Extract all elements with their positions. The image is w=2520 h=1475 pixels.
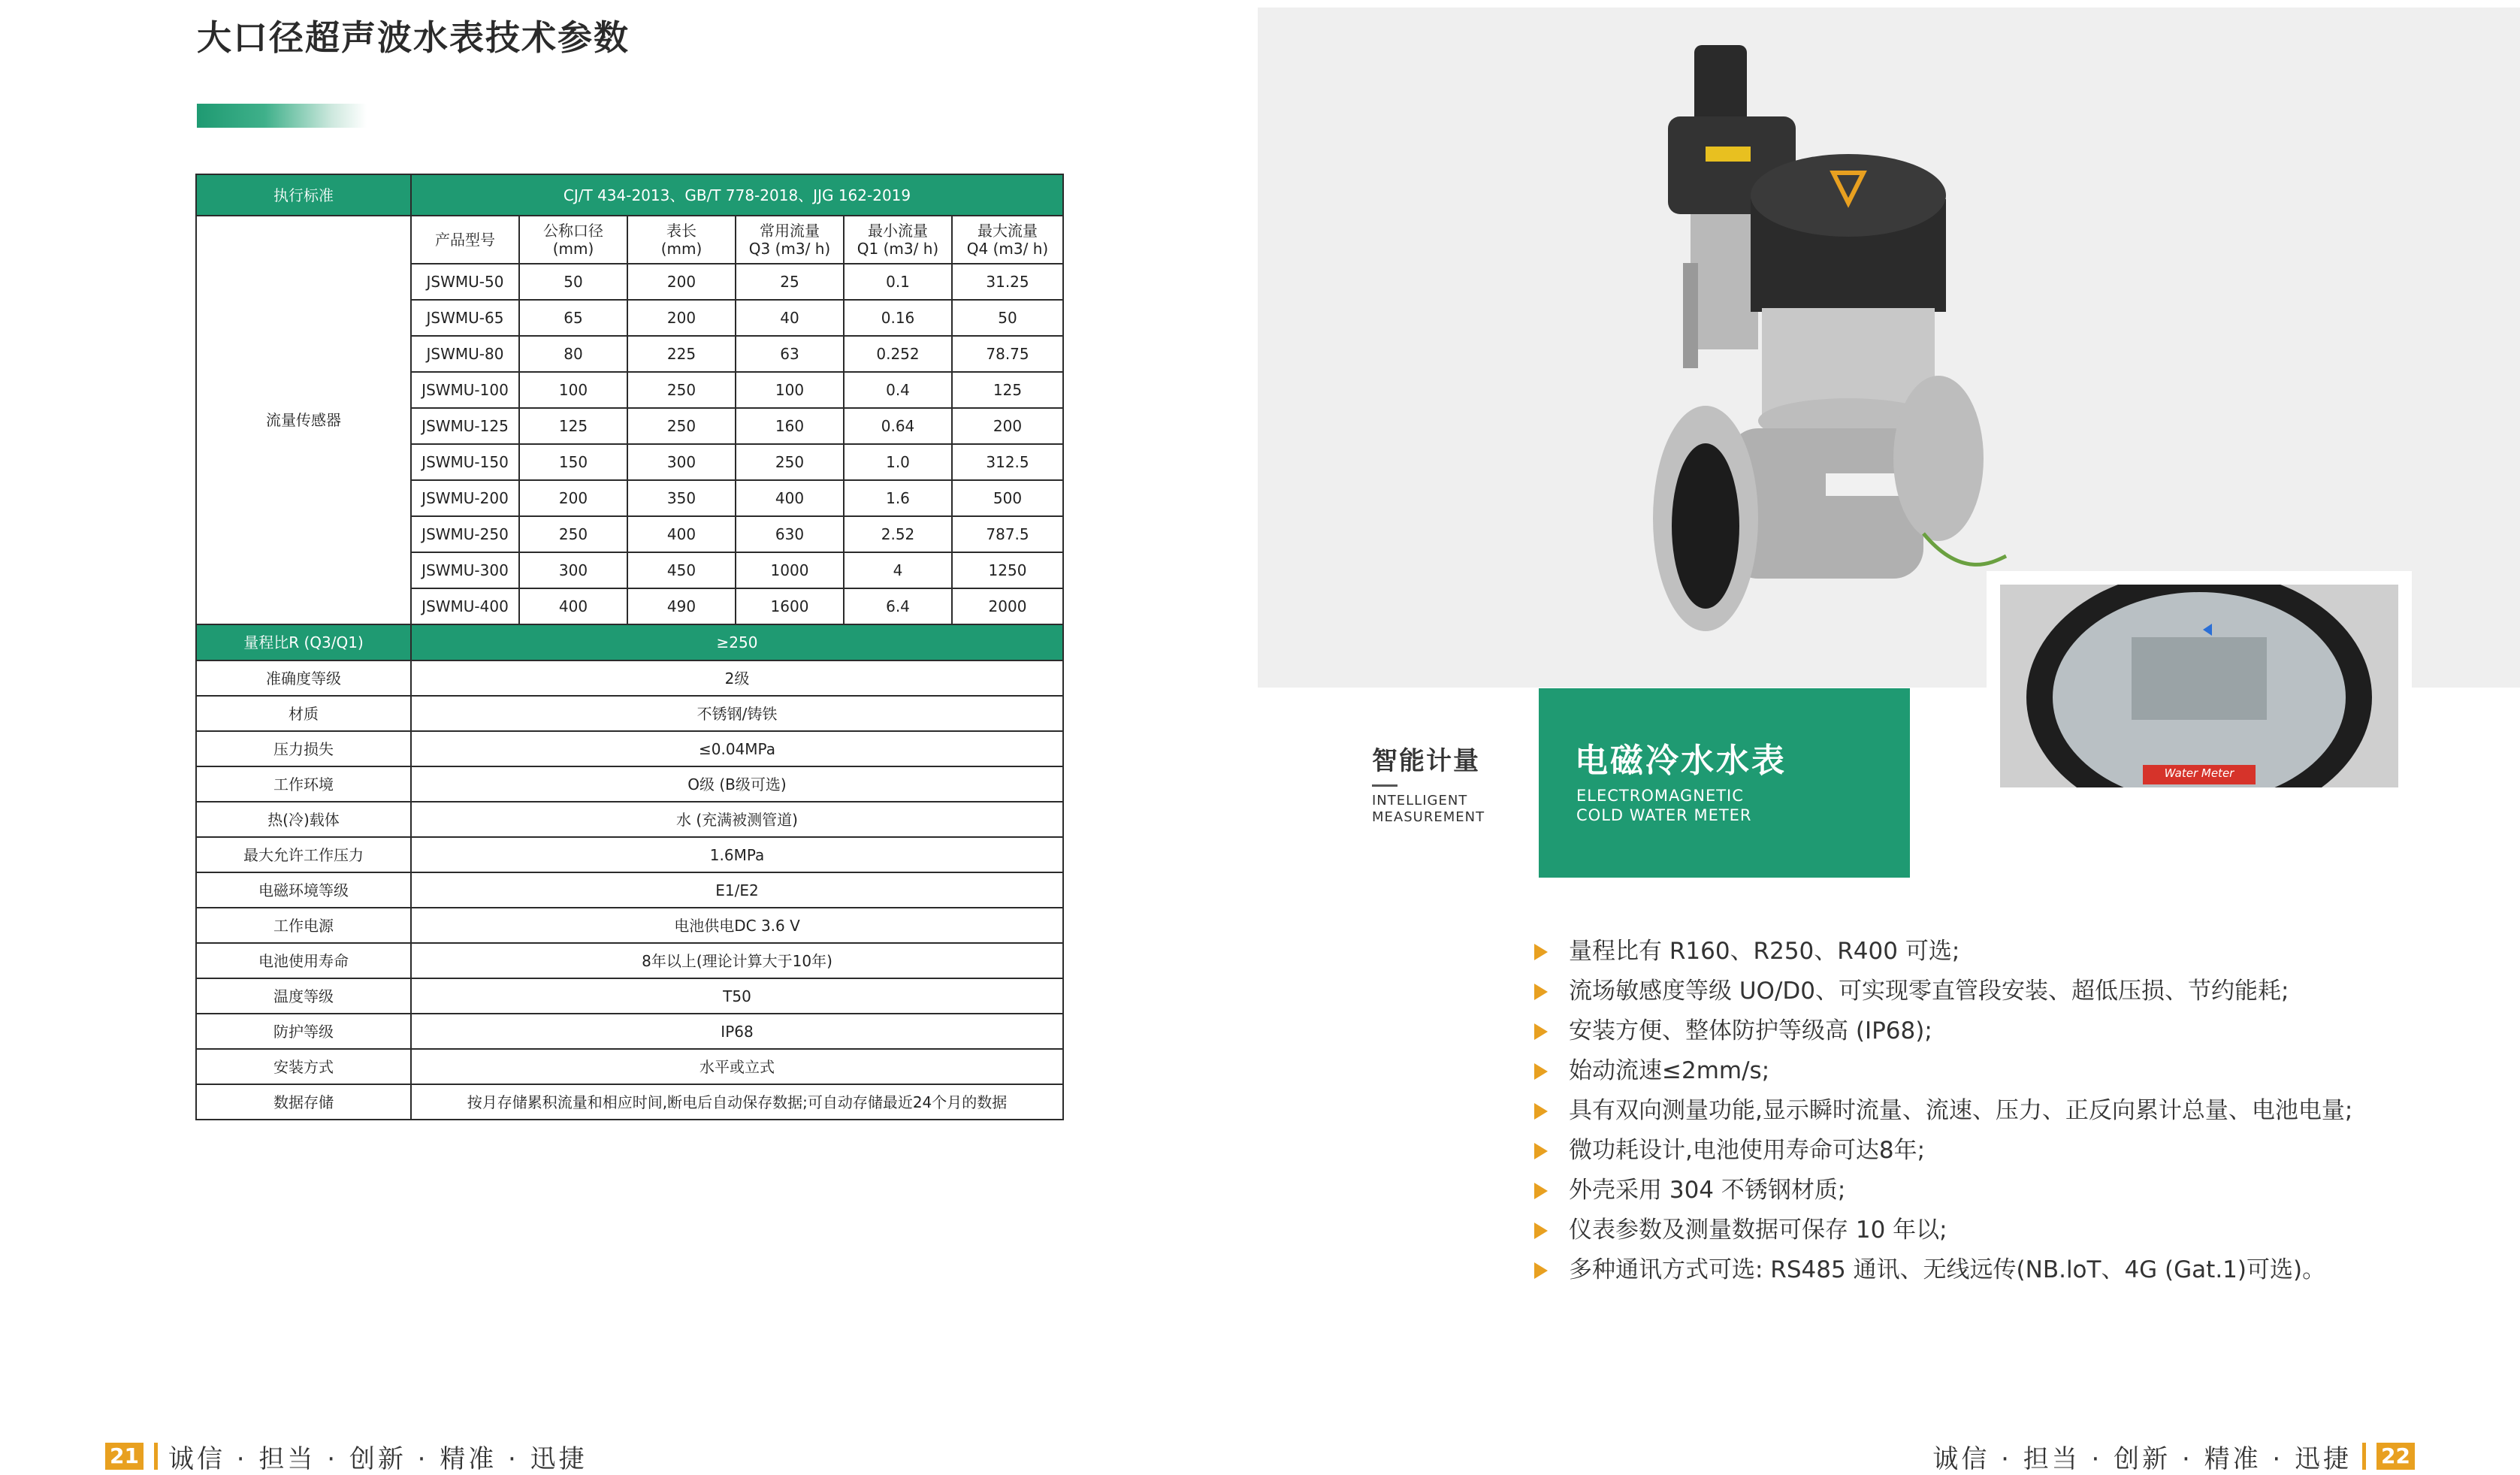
model-value-cell: 2000 <box>952 588 1063 624</box>
standard-value: CJ/T 434-2013、GB/T 778-2018、JJG 162-2019 <box>411 174 1063 216</box>
model-value-cell: 78.75 <box>952 336 1063 372</box>
param-row <box>196 766 1063 802</box>
category-label-zh: 智能计量 <box>1372 746 1480 776</box>
model-value-cell: 490 <box>627 588 736 624</box>
model-value-cell: 2.52 <box>844 516 952 552</box>
model-value-cell: 0.64 <box>844 408 952 444</box>
model-value-cell: 300 <box>519 552 627 588</box>
model-value-cell: 1000 <box>736 552 844 588</box>
product-name-en <box>1576 786 1752 825</box>
feature-item <box>1533 1171 2352 1211</box>
product-name-en-2: COLD WATER METER <box>1576 806 1752 824</box>
param-row <box>196 1084 1063 1120</box>
model-value-cell: 0.1 <box>844 264 952 300</box>
model-value-cell: 200 <box>519 480 627 516</box>
param-label: 材质 <box>196 696 411 731</box>
param-row <box>196 1014 1063 1049</box>
model-value-cell: 0.4 <box>844 372 952 408</box>
ratio-value: ≥250 <box>411 624 1063 660</box>
feature-item <box>1533 932 2352 972</box>
model-name-cell: JSWMU-400 <box>411 588 519 624</box>
model-value-cell: 31.25 <box>952 264 1063 300</box>
column-header: 常用流量 Q3 (m3/ h) <box>736 216 844 264</box>
param-row <box>196 660 1063 696</box>
param-label: 最大允许工作压力 <box>196 837 411 872</box>
standard-label: 执行标准 <box>196 174 411 216</box>
feature-text: 量程比有 R160、R250、R400 可选; <box>1569 938 1960 965</box>
model-name-cell: JSWMU-125 <box>411 408 519 444</box>
param-value: 2级 <box>411 660 1063 696</box>
model-value-cell: 200 <box>952 408 1063 444</box>
model-value-cell: 400 <box>519 588 627 624</box>
category-label-en-1: INTELLIGENT <box>1372 793 1468 809</box>
triangle-bullet-icon <box>1534 944 1548 960</box>
param-value: O级 (B级可选) <box>411 766 1063 802</box>
param-row <box>196 837 1063 872</box>
param-value: 不锈钢/铸铁 <box>411 696 1063 731</box>
model-value-cell: 6.4 <box>844 588 952 624</box>
model-value-cell: 65 <box>519 300 627 336</box>
model-value-cell: 50 <box>952 300 1063 336</box>
ratio-label: 量程比R (Q3/Q1) <box>196 624 411 660</box>
model-value-cell: 1.6 <box>844 480 952 516</box>
triangle-bullet-icon <box>1534 1262 1548 1279</box>
model-name-cell: JSWMU-80 <box>411 336 519 372</box>
feature-item <box>1533 1211 2352 1250</box>
param-value: 水平或立式 <box>411 1049 1063 1084</box>
triangle-bullet-icon <box>1534 1023 1548 1040</box>
title-accent-bar <box>197 104 367 128</box>
feature-text: 仪表参数及测量数据可保存 10 年以; <box>1569 1217 1947 1244</box>
param-label: 温度等级 <box>196 978 411 1014</box>
param-label: 安装方式 <box>196 1049 411 1084</box>
feature-item <box>1533 1011 2352 1051</box>
param-value: 水 (充满被测管道) <box>411 802 1063 837</box>
model-value-cell: 40 <box>736 300 844 336</box>
param-value: 1.6MPa <box>411 837 1063 872</box>
model-value-cell: 500 <box>952 480 1063 516</box>
column-header: 公称口径 (mm) <box>519 216 627 264</box>
model-value-cell: 250 <box>519 516 627 552</box>
model-name-cell: JSWMU-150 <box>411 444 519 480</box>
param-label: 电磁环境等级 <box>196 872 411 908</box>
feature-item <box>1533 972 2352 1011</box>
ultrasonic-meter-image <box>1638 38 2014 661</box>
param-value: 8年以上(理论计算大于10年) <box>411 943 1063 978</box>
product-name-box <box>1539 688 1910 878</box>
model-name-cell: JSWMU-300 <box>411 552 519 588</box>
display-inset-frame <box>1987 571 2412 795</box>
param-row <box>196 802 1063 837</box>
model-value-cell: 1.0 <box>844 444 952 480</box>
model-value-cell: 400 <box>627 516 736 552</box>
column-header: 最小流量 Q1 (m3/ h) <box>844 216 952 264</box>
model-header-row <box>196 216 1063 264</box>
model-value-cell: 225 <box>627 336 736 372</box>
model-value-cell: 0.252 <box>844 336 952 372</box>
column-header: 产品型号 <box>411 216 519 264</box>
triangle-bullet-icon <box>1534 1143 1548 1159</box>
model-name-cell: JSWMU-50 <box>411 264 519 300</box>
product-name-zh: 电磁冷水水表 <box>1575 742 1787 780</box>
triangle-bullet-icon <box>1534 1183 1548 1199</box>
param-value: IP68 <box>411 1014 1063 1049</box>
param-row <box>196 696 1063 731</box>
spec-table <box>195 174 1064 1120</box>
footer-slogan-right: 诚信 · 担当 · 创新 · 精准 · 迅捷 <box>1932 1443 2352 1474</box>
param-label: 工作环境 <box>196 766 411 802</box>
param-row <box>196 908 1063 943</box>
model-value-cell: 200 <box>627 264 736 300</box>
feature-text: 微功耗设计,电池使用寿命可达8年; <box>1569 1137 1926 1164</box>
feature-text: 始动流速≤2mm/s; <box>1569 1057 1770 1084</box>
triangle-bullet-icon <box>1534 1063 1548 1080</box>
param-row <box>196 872 1063 908</box>
param-value: 按月存储累积流量和相应时间,断电后自动保存数据;可自动存储最近24个月的数据 <box>411 1084 1063 1120</box>
model-value-cell: 630 <box>736 516 844 552</box>
model-value-cell: 250 <box>627 408 736 444</box>
param-row <box>196 731 1063 766</box>
page-title: 大口径超声波水表技术参数 <box>197 17 630 58</box>
column-header: 最大流量 Q4 (m3/ h) <box>952 216 1063 264</box>
model-name-cell: JSWMU-65 <box>411 300 519 336</box>
category-label-en-2: MEASUREMENT <box>1372 809 1485 825</box>
model-value-cell: 400 <box>736 480 844 516</box>
model-value-cell: 25 <box>736 264 844 300</box>
model-value-cell: 150 <box>519 444 627 480</box>
model-name-cell: JSWMU-250 <box>411 516 519 552</box>
feature-text: 流场敏感度等级 UO/D0、可实现零直管段安装、超低压损、节约能耗; <box>1569 978 2289 1005</box>
model-value-cell: 4 <box>844 552 952 588</box>
model-value-cell: 100 <box>736 372 844 408</box>
model-value-cell: 80 <box>519 336 627 372</box>
param-label: 准确度等级 <box>196 660 411 696</box>
param-label: 防护等级 <box>196 1014 411 1049</box>
param-value: ≤0.04MPa <box>411 731 1063 766</box>
param-value: 电池供电DC 3.6 V <box>411 908 1063 943</box>
model-value-cell: 450 <box>627 552 736 588</box>
page-number-right: 22 <box>2376 1443 2415 1470</box>
footer-left <box>105 1441 588 1474</box>
category-label <box>1372 740 1485 826</box>
param-label: 电池使用寿命 <box>196 943 411 978</box>
model-value-cell: 312.5 <box>952 444 1063 480</box>
model-value-cell: 1600 <box>736 588 844 624</box>
model-value-cell: 200 <box>627 300 736 336</box>
ratio-row <box>196 624 1063 660</box>
product-name-en-1: ELECTROMAGNETIC <box>1576 787 1744 805</box>
param-value: T50 <box>411 978 1063 1014</box>
model-value-cell: 125 <box>519 408 627 444</box>
param-row <box>196 978 1063 1014</box>
model-value-cell: 787.5 <box>952 516 1063 552</box>
triangle-bullet-icon <box>1534 1223 1548 1239</box>
standard-row <box>196 174 1063 216</box>
footer-right <box>1932 1441 2415 1474</box>
triangle-bullet-icon <box>1534 1103 1548 1120</box>
model-value-cell: 0.16 <box>844 300 952 336</box>
model-value-cell: 63 <box>736 336 844 372</box>
footer-divider-right <box>2362 1443 2366 1470</box>
feature-text: 外壳采用 304 不锈钢材质; <box>1569 1177 1846 1204</box>
model-value-cell: 50 <box>519 264 627 300</box>
sensor-label: 流量传感器 <box>196 216 411 624</box>
footer-slogan-left: 诚信 · 担当 · 创新 · 精准 · 迅捷 <box>168 1443 588 1474</box>
inset-meter-label: Water Meter <box>2164 766 2234 780</box>
feature-text: 安装方便、整体防护等级高 (IP68); <box>1569 1017 1932 1044</box>
model-value-cell: 125 <box>952 372 1063 408</box>
category-divider <box>1372 784 1397 787</box>
feature-text: 多种通讯方式可选: RS485 通讯、无线远传(NB.loT、4G (Gat.1)可选)。 <box>1569 1256 2326 1283</box>
triangle-bullet-icon <box>1534 984 1548 1000</box>
model-value-cell: 250 <box>627 372 736 408</box>
feature-text: 具有双向测量功能,显示瞬时流量、流速、压力、正反向累计总量、电池电量; <box>1569 1097 2353 1124</box>
param-row <box>196 1049 1063 1084</box>
feature-item <box>1533 1051 2352 1091</box>
model-value-cell: 350 <box>627 480 736 516</box>
model-value-cell: 1250 <box>952 552 1063 588</box>
feature-item <box>1533 1250 2352 1290</box>
model-name-cell: JSWMU-200 <box>411 480 519 516</box>
model-value-cell: 300 <box>627 444 736 480</box>
page-number-left: 21 <box>105 1443 144 1470</box>
footer-divider-left <box>154 1443 158 1470</box>
model-value-cell: 250 <box>736 444 844 480</box>
feature-list <box>1533 932 2352 1290</box>
param-label: 数据存储 <box>196 1084 411 1120</box>
feature-item <box>1533 1091 2352 1131</box>
param-label: 工作电源 <box>196 908 411 943</box>
param-row <box>196 943 1063 978</box>
model-value-cell: 160 <box>736 408 844 444</box>
display-closeup-image <box>2000 585 2398 787</box>
model-value-cell: 100 <box>519 372 627 408</box>
column-header: 表长 (mm) <box>627 216 736 264</box>
param-label: 压力损失 <box>196 731 411 766</box>
param-value: E1/E2 <box>411 872 1063 908</box>
param-label: 热(冷)载体 <box>196 802 411 837</box>
model-name-cell: JSWMU-100 <box>411 372 519 408</box>
feature-item <box>1533 1131 2352 1171</box>
